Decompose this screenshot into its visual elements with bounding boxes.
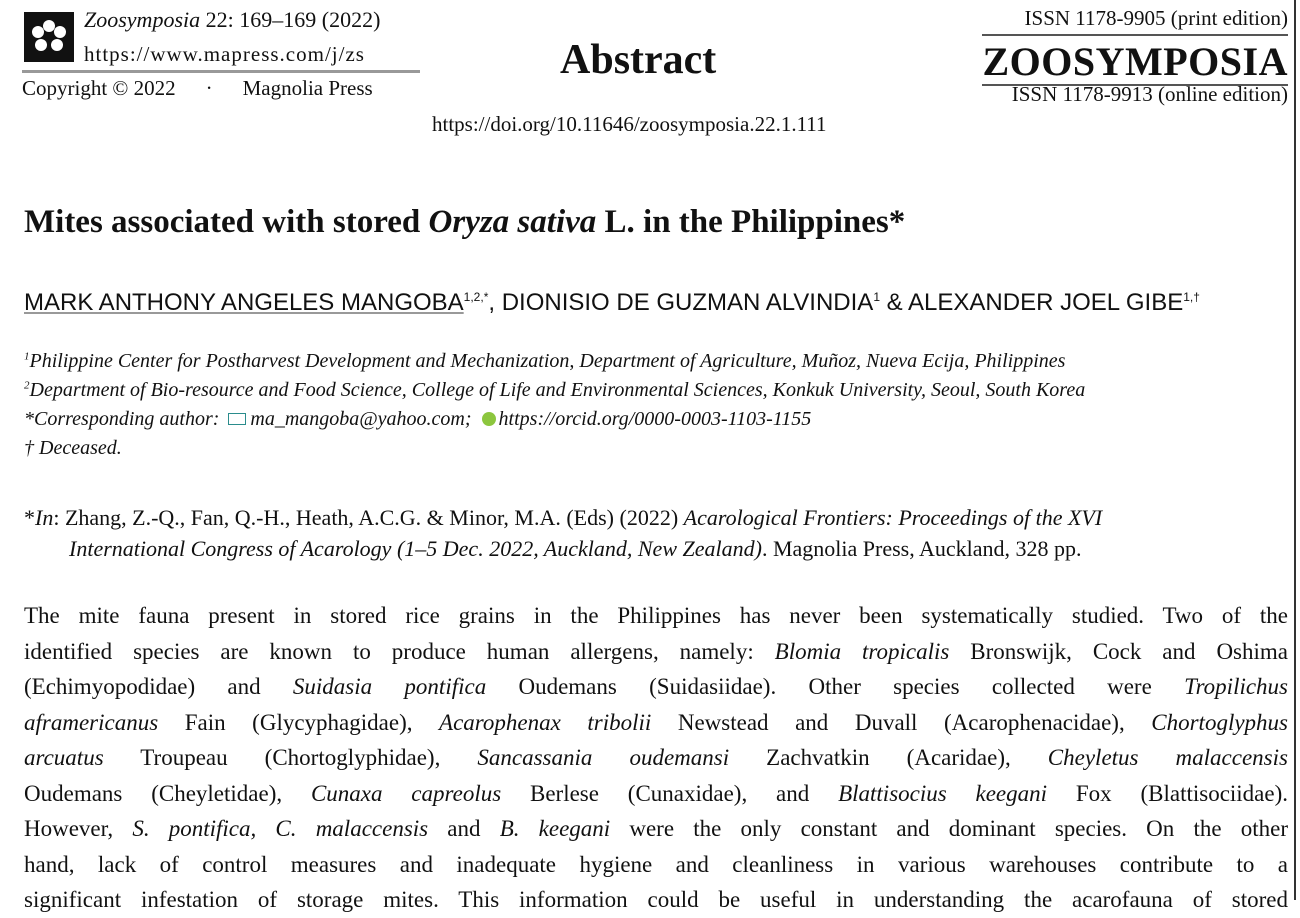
ref-in: In bbox=[35, 505, 54, 530]
aff-text: Department of Bio-resource and Food Science, College of Life and Environmental Sciences, Konkuk University, Seoul, South Korea bbox=[29, 379, 1086, 401]
affiliation-1 bbox=[24, 350, 1294, 373]
abstract-line: aframericanus Fain (Glycyphagidae), Acarophenax tribolii Newstead and Duvall (Acarophenacidae), Chortoglyphus bbox=[24, 709, 1288, 735]
title-text: Mites associated with stored bbox=[24, 204, 429, 240]
corr-label: *Corresponding author: bbox=[24, 408, 225, 430]
ref-title-cont: International Congress of Acarology (1–5 Dec. 2022, Auckland, New Zealand) bbox=[69, 536, 762, 561]
page-border bbox=[1294, 0, 1296, 900]
deceased-note: † Deceased. bbox=[24, 437, 122, 459]
ref-line-2 bbox=[24, 533, 1288, 564]
title-species: Oryza sativa bbox=[428, 204, 597, 240]
journal-name: Zoosymposia bbox=[84, 7, 201, 32]
email-link[interactable]: ma_mangoba@yahoo.com; bbox=[250, 408, 472, 430]
author-sup: 1,2,* bbox=[463, 290, 489, 304]
abstract-line: Oudemans (Cheyletidae), Cunaxa capreolus Berlese (Cunaxidae), and Blattisocius keegani Fox (Blattisociidae). bbox=[24, 780, 1289, 806]
aff-sup: 2 bbox=[24, 379, 30, 392]
orcid-icon bbox=[482, 412, 496, 426]
aff-text: Philippine Center for Postharvest Development and Mechanization, Department of Agriculture, Muñoz, Nueva Ecija, Philippines bbox=[29, 350, 1066, 372]
issn-online: ISSN 1178-9913 (online edition) bbox=[1011, 82, 1288, 106]
abstract-text bbox=[24, 598, 1288, 918]
envelope-icon bbox=[228, 413, 246, 425]
copyright-line bbox=[22, 76, 373, 101]
publisher-name: Magnolia Press bbox=[242, 76, 373, 100]
aff-sup: 1 bbox=[24, 350, 30, 363]
ref-title: Acarological Frontiers: Proceedings of the XVI bbox=[683, 505, 1103, 530]
separator-dot: · bbox=[205, 76, 213, 100]
issn-print: ISSN 1178-9905 (print edition) bbox=[1024, 6, 1288, 30]
abstract-line: arcuatus Troupeau (Chortoglyphidae), Sancassania oudemansi Zachvatkin (Acaridae), Cheyletus malaccensis bbox=[24, 745, 1288, 770]
brand-wordmark: ZOOSYMPOSIA bbox=[982, 39, 1288, 84]
author-mangoba[interactable]: MARK ANTHONY ANGELES MANGOBA bbox=[24, 289, 464, 316]
affiliation-2 bbox=[24, 379, 1294, 402]
journal-logo bbox=[24, 12, 74, 62]
section-heading: Abstract bbox=[560, 37, 717, 83]
journal-volume: 22: 169–169 (2022) bbox=[200, 7, 381, 32]
author-list bbox=[24, 282, 1288, 318]
author-sup: 1 bbox=[873, 290, 880, 304]
ref-line-1: *In: Zhang, Z.-Q., Fan, Q.-H., Heath, A.C.G. & Minor, M.A. (Eds) (2022) Acarological Frontiers: Proceedings of the XVI bbox=[24, 505, 1103, 530]
article-title bbox=[24, 204, 905, 241]
ref-text: : Zhang, Z.-Q., Fan, Q.-H., Heath, A.C.G. & Minor, M.A. (Eds) (2022) bbox=[53, 505, 684, 530]
abstract-line: The mite fauna present in stored rice grains in the Philippines has never been systematically studied. Two of the bbox=[24, 603, 1288, 628]
journal-url[interactable]: https://www.mapress.com/j/zs bbox=[84, 42, 365, 66]
author-sup: 1,† bbox=[1183, 290, 1200, 304]
abstract-line: (Echimyopodidae) and Suidasia pontifica Oudemans (Suidasiidae). Other species collected were Tropilichus bbox=[24, 674, 1289, 699]
header-rule-left bbox=[22, 70, 420, 73]
proceedings-reference bbox=[24, 502, 1288, 564]
corresponding-author bbox=[24, 408, 1294, 431]
abstract-line: hand, lack of control measures and inadequate hygiene and cleanliness in various warehouses contribute to a bbox=[24, 851, 1288, 877]
header-rule-right-top bbox=[982, 34, 1288, 36]
abstract-line: significant infestation of storage mites. This information could be useful in understanding the acarofauna of stored bbox=[24, 887, 1288, 912]
abstract-line: However, S. pontifica, C. malaccensis and B. keegani were the only constant and dominant species. On the other bbox=[24, 816, 1288, 841]
ref-publisher: . Magnolia Press, Auckland, 328 pp. bbox=[761, 536, 1082, 561]
copyright-text: Copyright © 2022 bbox=[22, 76, 176, 100]
abstract-line: identified species are known to produce human allergens, namely: Blomia tropicalis Bronswijk, Cock and Oshima bbox=[24, 638, 1288, 664]
journal-citation bbox=[84, 6, 380, 34]
orcid-link[interactable]: https://orcid.org/0000-0003-1103-1155 bbox=[498, 408, 812, 430]
author-gibe: & ALEXANDER JOEL GIBE bbox=[880, 289, 1184, 316]
title-text-end: L. in the Philippines* bbox=[596, 204, 906, 240]
doi-link[interactable]: https://doi.org/10.11646/zoosymposia.22.1.111 bbox=[432, 112, 827, 136]
author-alvindia: , DIONISIO DE GUZMAN ALVINDIA bbox=[488, 289, 874, 316]
